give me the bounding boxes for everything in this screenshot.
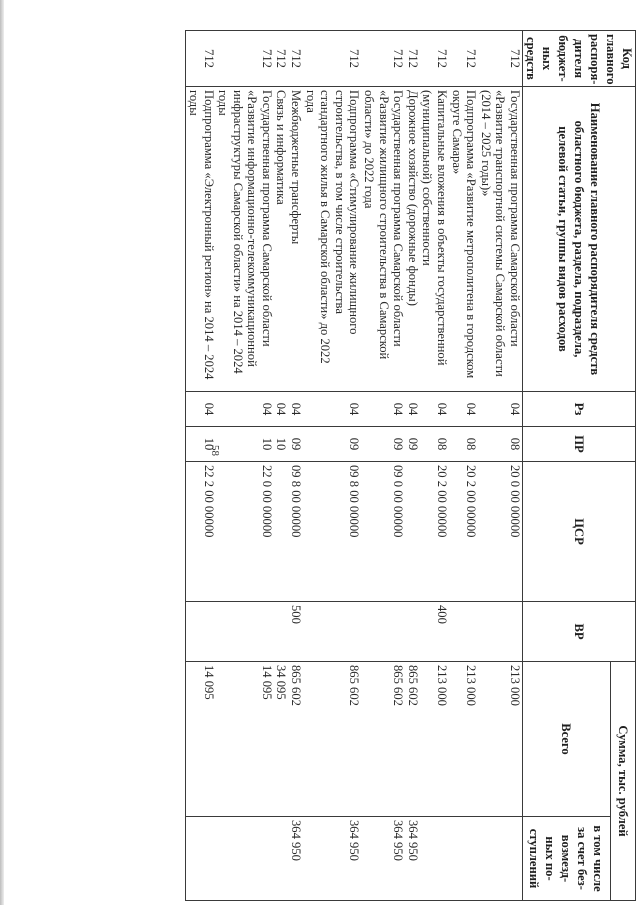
cell-csr: 22 2 00 00000 [186,462,216,602]
table-row [289,31,304,901]
cell-including: 364 950 [405,817,420,901]
cell-rz: 04 [449,392,478,427]
budget-table [185,30,636,901]
table-row [405,31,420,901]
cell-name: Дорожное хозяйство (дорожные фонды) [405,87,420,392]
cell-total: 213 000 [420,662,449,817]
cell-including [478,817,522,901]
cell-code: 712 [186,31,216,87]
cell-code: 712 [478,31,522,87]
header-sum: Сумма, тыс. рублей [611,662,636,901]
table-row [478,31,522,901]
cell-total: 213 000 [449,662,478,817]
header-total: Всего [523,662,611,817]
cell-csr: 20 2 00 00000 [449,462,478,602]
cell-vr: 400 [420,602,449,662]
cell-code: 712 [361,31,405,87]
cell-vr [186,602,216,662]
cell-including [449,817,478,901]
table-row [420,31,449,901]
table-body [186,31,523,901]
cell-pr: 10 [274,427,289,462]
cell-rz: 04 [405,392,420,427]
cell-including [216,817,274,901]
cell-total: 14 095 [186,662,216,817]
cell-csr: 09 0 00 00000 [361,462,405,602]
cell-name: Государственная программа Самарской области «Развитие информационно-телекоммуникационной инфраструктуры Самарской области» на 2014 – 2024 годы [216,87,274,392]
cell-vr [478,602,522,662]
cell-name: Межбюджетные трансферты [289,87,304,392]
cell-vr: 500 [289,602,304,662]
cell-including: 364 950 [361,817,405,901]
cell-name: Подпрограмма «Развитие метрополитена в городском округе Самара» [449,87,478,392]
cell-code: 712 [405,31,420,87]
cell-pr: 08 [449,427,478,462]
cell-name: Государственная программа Самарской области «Развитие транспортной системы Самарской области (2014 – 2025 годы)» [478,87,522,392]
cell-total: 14 095 [216,662,274,817]
cell-pr: 09 [303,427,361,462]
cell-rz: 04 [303,392,361,427]
cell-csr: 20 0 00 00000 [478,462,522,602]
cell-vr [449,602,478,662]
cell-csr: 09 8 00 00000 [303,462,361,602]
cell-total: 865 602 [303,662,361,817]
table-row [186,31,216,901]
header-rz: Рз [523,392,636,427]
cell-vr [216,602,274,662]
cell-vr [405,602,420,662]
table-row [449,31,478,901]
cell-total: 34 095 [274,662,289,817]
cell-including: 364 950 [303,817,361,901]
cell-vr [274,602,289,662]
header-including: в том числе за счет без- возмезд- ных по- ступлений [523,817,611,901]
cell-csr [405,462,420,602]
cell-name: Государственная программа Самарской области «Развитие жилищного строительства в Самарской области» до 2022 года [361,87,405,392]
cell-rz: 04 [478,392,522,427]
cell-csr: 20 2 00 00000 [420,462,449,602]
cell-total: 865 602 [289,662,304,817]
cell-pr: 10 [216,427,274,462]
cell-csr: 22 0 00 00000 [216,462,274,602]
cell-total: 213 000 [478,662,522,817]
header-csr: ЦСР [523,462,636,602]
cell-vr [361,602,405,662]
cell-rz: 04 [274,392,289,427]
cell-pr: 09 [405,427,420,462]
table-row [361,31,405,901]
cell-pr: 08 [420,427,449,462]
cell-csr: 09 8 00 00000 [289,462,304,602]
cell-code: 712 [274,31,289,87]
cell-pr: 09 [361,427,405,462]
scan-edge [0,0,4,905]
cell-including: 364 950 [289,817,304,901]
cell-pr: 08 [478,427,522,462]
cell-rz: 04 [216,392,274,427]
cell-code: 712 [303,31,361,87]
cell-pr: 09 [289,427,304,462]
cell-rz: 04 [186,392,216,427]
cell-code: 712 [420,31,449,87]
cell-rz: 04 [420,392,449,427]
cell-code: 712 [289,31,304,87]
header-name: Наименование главного распорядителя средств областного бюджета, раздела, подраздела, целевой статьи, группы видов расходов [523,87,636,392]
cell-rz: 04 [289,392,304,427]
cell-code: 712 [449,31,478,87]
cell-name: Подпрограмма «Электронный регион» на 2014 – 2024 годы [186,87,216,392]
cell-vr [303,602,361,662]
cell-pr: 10 [186,427,216,462]
cell-including [420,817,449,901]
cell-rz: 04 [361,392,405,427]
header-code: Код главного распоря- дителя бюджет- ных средств [523,31,636,87]
table-row [274,31,289,901]
cell-name: Капитальные вложения в объекты государственной (муниципальной) собственности [420,87,449,392]
table-row [216,31,274,901]
page-number: 58 [209,445,221,456]
header-pr: ПР [523,427,636,462]
cell-name: Связь и информатика [274,87,289,392]
rotated-page [76,30,636,900]
cell-csr [274,462,289,602]
cell-including [186,817,216,901]
cell-name: Подпрограмма «Стимулирование жилищного строительства, в том числе строительства стандартного жилья в Самарской области» до 2022 года [303,87,361,392]
cell-total: 865 602 [405,662,420,817]
header-vr: ВР [523,602,636,662]
cell-including [274,817,289,901]
cell-total: 865 602 [361,662,405,817]
cell-code: 712 [216,31,274,87]
table-row [303,31,361,901]
